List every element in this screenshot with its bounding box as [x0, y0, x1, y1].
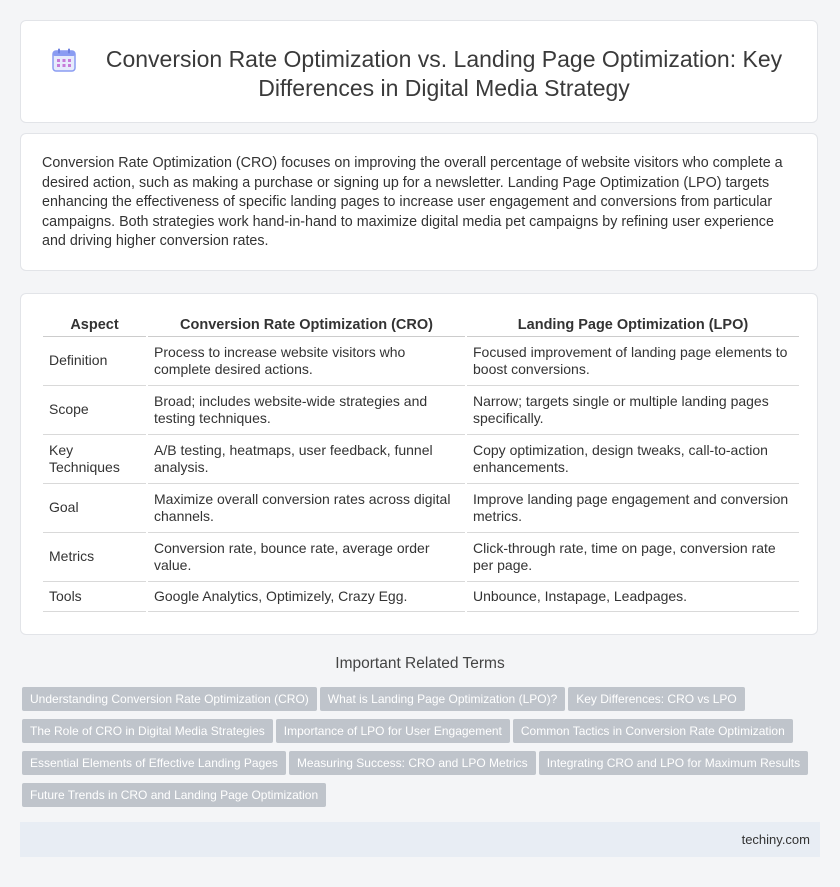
related-term-tag[interactable]: Importance of LPO for User Engagement	[276, 719, 510, 743]
table-row	[43, 386, 799, 435]
lpo-cell: Narrow; targets single or multiple landing pages specifically.	[466, 386, 799, 435]
aspect-cell: Definition	[43, 337, 147, 386]
cro-cell: Google Analytics, Optimizely, Crazy Egg.	[147, 582, 466, 612]
lpo-cell: Copy optimization, design tweaks, call-to-action enhancements.	[466, 435, 799, 484]
table-row	[43, 435, 799, 484]
summary-text: Conversion Rate Optimization (CRO) focuses on improving the overall percentage of website visitors who complete a desired action, such as making a purchase or signing up for a newsletter. Landing Page Optimization (LPO) targets enhancing the effectiveness of specific landing pages to increase user engagement and conversions from particular campaigns. Both strategies work hand-in-hand to maximize digital media pet campaigns by refining user experience and driving higher conversion rates.	[42, 155, 783, 249]
related-term-tag[interactable]: Common Tactics in Conversion Rate Optimization	[513, 719, 793, 743]
lpo-cell: Unbounce, Instapage, Leadpages.	[466, 582, 799, 612]
table-row	[43, 533, 799, 582]
title-card	[20, 20, 818, 123]
comparison-table-card	[20, 293, 818, 635]
related-terms-heading: Important Related Terms	[335, 655, 505, 672]
header-lpo: Landing Page Optimization (LPO)	[466, 314, 799, 337]
aspect-cell: Key Techniques	[43, 435, 147, 484]
cro-cell: A/B testing, heatmaps, user feedback, funnel analysis.	[147, 435, 466, 484]
aspect-cell: Scope	[43, 386, 147, 435]
table-row	[43, 582, 799, 612]
page-title: Conversion Rate Optimization vs. Landing Page Optimization: Key Differences in Digital Media Strategy	[105, 46, 783, 101]
header-cro: Conversion Rate Optimization (CRO)	[147, 314, 466, 337]
related-term-tag[interactable]: What is Landing Page Optimization (LPO)?	[320, 687, 565, 711]
cro-cell: Conversion rate, bounce rate, average order value.	[147, 533, 466, 582]
comparison-table	[43, 314, 799, 612]
lpo-cell: Improve landing page engagement and conversion metrics.	[466, 484, 799, 533]
table-row	[43, 337, 799, 386]
cro-cell: Broad; includes website-wide strategies and testing techniques.	[147, 386, 466, 435]
calendar-icon	[51, 47, 77, 73]
aspect-cell: Metrics	[43, 533, 147, 582]
cro-cell: Process to increase website visitors who complete desired actions.	[147, 337, 466, 386]
related-terms-list	[22, 687, 822, 815]
table-row	[43, 484, 799, 533]
related-term-tag[interactable]: The Role of CRO in Digital Media Strategies	[22, 719, 273, 743]
related-term-tag[interactable]: Measuring Success: CRO and LPO Metrics	[289, 751, 536, 775]
footer	[20, 822, 820, 857]
summary-card	[20, 133, 818, 271]
footer-site-link[interactable]: techiny.com	[741, 832, 810, 847]
related-term-tag[interactable]: Essential Elements of Effective Landing Pages	[22, 751, 286, 775]
lpo-cell: Click-through rate, time on page, conversion rate per page.	[466, 533, 799, 582]
related-term-tag[interactable]: Future Trends in CRO and Landing Page Optimization	[22, 783, 326, 807]
cro-cell: Maximize overall conversion rates across digital channels.	[147, 484, 466, 533]
aspect-cell: Tools	[43, 582, 147, 612]
header-aspect: Aspect	[43, 314, 147, 337]
related-term-tag[interactable]: Key Differences: CRO vs LPO	[568, 687, 745, 711]
related-term-tag[interactable]: Understanding Conversion Rate Optimization (CRO)	[22, 687, 317, 711]
lpo-cell: Focused improvement of landing page elements to boost conversions.	[466, 337, 799, 386]
aspect-cell: Goal	[43, 484, 147, 533]
related-term-tag[interactable]: Integrating CRO and LPO for Maximum Results	[539, 751, 808, 775]
table-header-row	[43, 314, 799, 337]
